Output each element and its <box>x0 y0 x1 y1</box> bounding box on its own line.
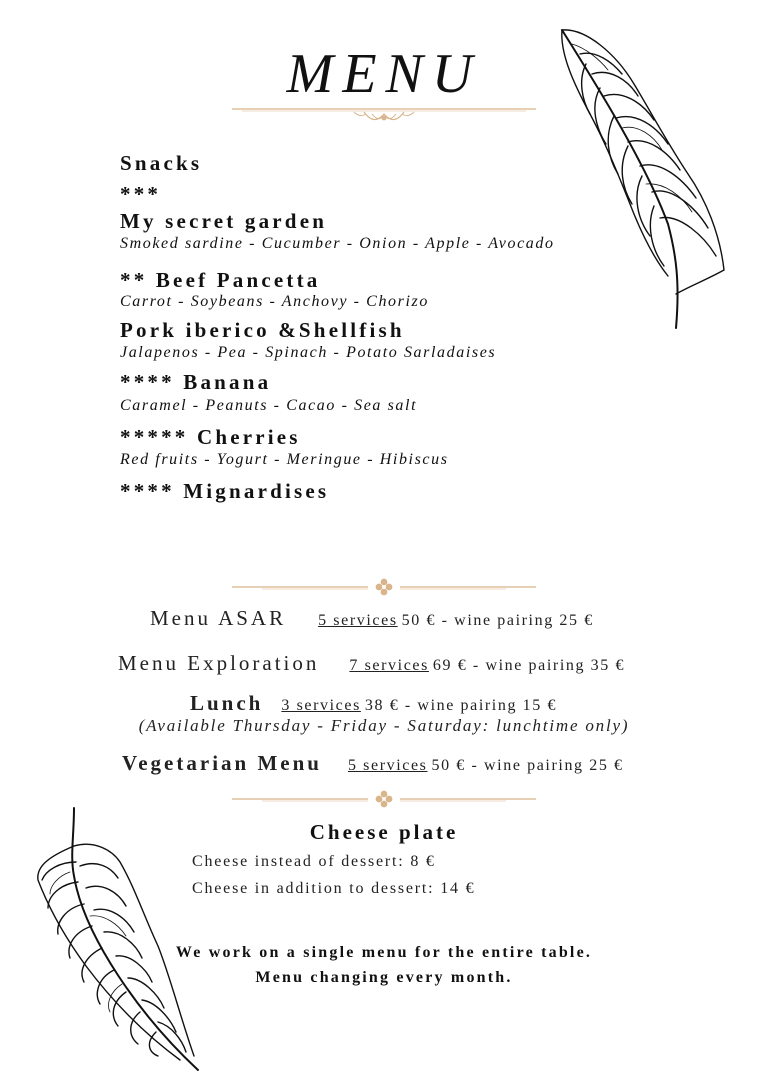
course-name-banana: **** Banana <box>120 370 272 394</box>
cheese-line-addition: Cheese in addition to dessert: 14 € <box>192 880 476 897</box>
offer-lunch-note: (Available Thursday - Friday - Saturday: lunchtime only) <box>138 716 630 735</box>
course-desc-secret-garden: Smoked sardine - Cucumber - Onion - Apple - Avocado <box>120 235 555 252</box>
feather-icon <box>30 806 204 1074</box>
offer-vegetarian <box>122 751 624 776</box>
offer-vegetarian-services: 5 services <box>347 757 428 774</box>
course-name-secret-garden: My secret garden <box>120 209 328 233</box>
offer-vegetarian-name: Vegetarian Menu <box>122 751 322 775</box>
page-title: MENU <box>286 43 482 105</box>
offer-vegetarian-price: 50 € - wine pairing 25 € <box>431 757 624 774</box>
offer-lunch <box>190 691 557 716</box>
course-desc-beef-pancetta: Carrot - Soybeans - Anchovy - Chorizo <box>120 293 429 310</box>
footer-line-single-menu: We work on a single menu for the entire table. <box>175 944 593 961</box>
course-desc-cherries: Red fruits - Yogurt - Meringue - Hibiscus <box>120 451 449 468</box>
feather-icon <box>556 24 728 330</box>
course-desc-pork-iberico: Jalapenos - Pea - Spinach - Potato Sarladaises <box>120 344 497 361</box>
cheese-line-instead: Cheese instead of dessert: 8 € <box>192 853 436 870</box>
cheese-title: Cheese plate <box>309 820 459 844</box>
offer-exploration-price: 69 € - wine pairing 35 € <box>432 657 626 674</box>
course-name-stars: *** <box>120 182 162 206</box>
offer-exploration <box>118 651 625 676</box>
offer-asar-services: 5 services <box>318 612 398 629</box>
course-name-mignardises: **** Mignardises <box>120 479 330 503</box>
offer-asar <box>150 606 594 631</box>
offer-exploration-name: Menu Exploration <box>118 651 320 675</box>
offer-lunch-price: 38 € - wine pairing 15 € <box>364 697 558 714</box>
offer-asar-price: 50 € - wine pairing 25 € <box>401 612 594 629</box>
course-name-beef-pancetta: ** Beef Pancetta <box>120 268 321 292</box>
flourish-icon <box>232 100 536 130</box>
course-name-snacks: Snacks <box>120 151 203 175</box>
divider-flourish-icon <box>232 790 536 808</box>
course-name-cherries: ***** Cherries <box>120 425 301 449</box>
divider-flourish-icon <box>232 578 536 596</box>
footer-line-monthly: Menu changing every month. <box>255 969 513 986</box>
course-name-pork-iberico: Pork iberico &Shellfish <box>120 318 405 342</box>
offer-lunch-name: Lunch <box>190 691 264 715</box>
course-desc-banana: Caramel - Peanuts - Cacao - Sea salt <box>120 397 418 414</box>
offer-asar-name: Menu ASAR <box>150 606 287 630</box>
offer-exploration-services: 7 services <box>349 657 429 674</box>
offer-lunch-services: 3 services <box>281 697 361 714</box>
